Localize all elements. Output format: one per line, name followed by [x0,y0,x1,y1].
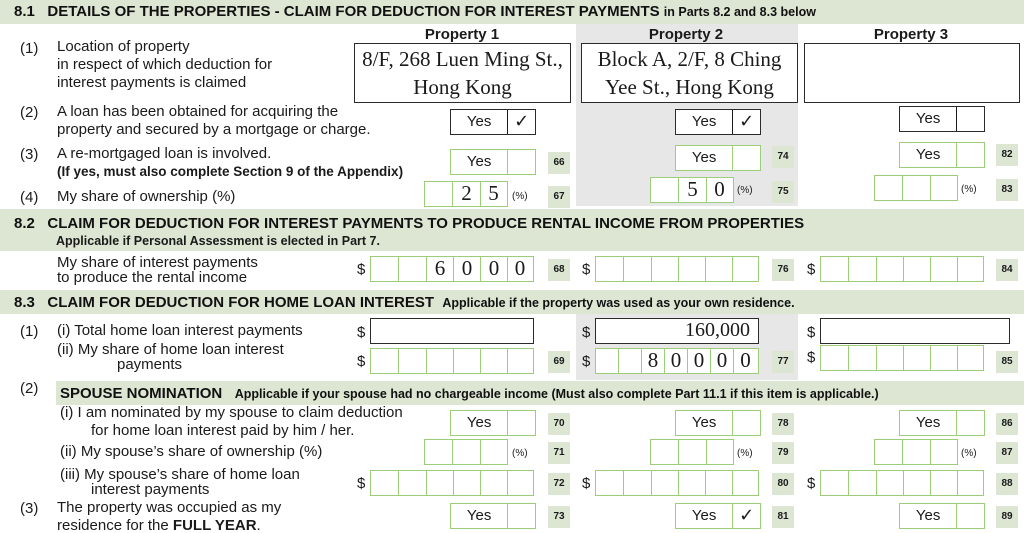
field-code: 81 [772,506,794,528]
field-code: 66 [548,152,570,174]
check-mark-icon: ✓ [739,505,755,525]
row-number: (3) [20,500,39,517]
ownership-share-label: My share of ownership (%) [57,188,236,205]
percent-sign: (%) [737,448,753,459]
dollar-sign: $ [357,261,366,278]
dollar-sign: $ [582,324,591,341]
property-1-loan-yes-box[interactable]: Yes ✓ [450,109,536,135]
nominated-by-spouse-label: (i) I am nominated by my spouse to claim deduction for home loan interest paid by him / her. [60,404,403,439]
dollar-sign: $ [582,353,591,370]
property-3-header: Property 3 [873,26,949,43]
row-number: (3) [20,146,39,163]
dollar-sign: $ [807,475,816,492]
property-2-loan-yes-box[interactable]: Yes ✓ [675,109,761,135]
property-2-ownership-boxes[interactable]: 5 0 [650,177,734,203]
property-2-location-field[interactable]: Block A, 2/F, 8 Ching Yee St., Hong Kong [581,43,798,103]
property-3-full-year-yes-box[interactable]: Yes [899,503,985,529]
property-2-spouse-interest-boxes[interactable] [595,470,759,496]
spouse-nomination-title: SPOUSE NOMINATION Applicable if your spouse had no chargeable income (Must also complete Part 11.1 if this item is applicable.) [60,385,879,402]
home-loan-share-label: (ii) My share of home loan interest payments [57,341,284,373]
property-1-header: Property 1 [424,26,500,43]
field-code: 76 [772,259,794,281]
property-3-rental-interest-boxes[interactable] [820,256,984,282]
property-1-total-interest-field[interactable] [370,318,534,344]
property-2-total-interest-field[interactable]: 160,000 [595,318,759,344]
total-home-loan-label: (i) Total home loan interest payments [57,322,303,339]
property-3-ownership-boxes[interactable] [874,175,958,201]
percent-sign: (%) [737,185,753,196]
field-code: 89 [996,506,1018,528]
dollar-sign: $ [807,324,816,341]
field-code: 87 [996,442,1018,464]
field-code: 72 [548,473,570,495]
field-code: 86 [996,413,1018,435]
row-number: (2) [20,380,39,397]
dollar-sign: $ [582,261,591,278]
field-code: 75 [772,181,794,203]
dollar-sign: $ [357,324,366,341]
property-1-location-field[interactable]: 8/F, 268 Luen Ming St., Hong Kong [354,43,571,103]
property-3-location-field[interactable] [804,43,1020,103]
check-mark-icon: ✓ [514,111,530,131]
field-code: 88 [996,473,1018,495]
dollar-sign: $ [357,475,366,492]
dollar-sign: $ [357,353,366,370]
field-code: 85 [996,351,1018,373]
field-code: 79 [772,442,794,464]
percent-sign: (%) [512,191,528,202]
row-number: (2) [20,104,39,121]
property-2-rental-interest-boxes[interactable] [595,256,759,282]
field-code: 77 [772,351,794,373]
property-3-remortgage-yes-box[interactable]: Yes [899,142,985,168]
property-3-nominated-yes-box[interactable]: Yes [899,410,985,436]
property-1-nominated-yes-box[interactable]: Yes [450,410,536,436]
field-code: 84 [996,259,1018,281]
dollar-sign: $ [582,475,591,492]
field-code: 67 [548,186,570,208]
field-code: 68 [548,259,570,281]
percent-sign: (%) [512,448,528,459]
property-1-rental-interest-boxes[interactable]: 6 0 0 0 [370,256,534,282]
section-8-2-subtitle: Applicable if Personal Assessment is elected in Part 7. [56,234,380,248]
row-number: (4) [20,189,39,206]
field-code: 80 [772,473,794,495]
field-code: 70 [548,413,570,435]
field-code: 78 [772,413,794,435]
dollar-sign: $ [807,261,816,278]
section-8-3-title: 8.3 CLAIM FOR DEDUCTION FOR HOME LOAN INTEREST Applicable if the property was used as your own residence. [14,294,795,311]
property-2-full-year-yes-box[interactable]: Yes ✓ [675,503,761,529]
percent-sign: (%) [961,184,977,195]
section-8-2-title: 8.2 CLAIM FOR DEDUCTION FOR INTEREST PAYMENTS TO PRODUCE RENTAL INCOME FROM PROPERTIES [14,215,805,232]
property-3-home-loan-share-boxes[interactable] [820,345,984,371]
full-year-residence-label: The property was occupied as my residence for the FULL YEAR. [57,499,282,533]
spouse-interest-share-label: (iii) My spouse’s share of home loan interest payments [60,466,300,498]
property-2-remortgage-yes-box[interactable]: Yes [675,145,761,171]
property-1-remortgage-yes-box[interactable]: Yes [450,149,536,175]
property-1-spouse-interest-boxes[interactable] [370,470,534,496]
row-number: (1) [20,323,39,340]
remortgage-label: A re-mortgaged loan is involved. (If yes, must also complete Section 9 of the Appendix) [57,145,404,179]
dollar-sign: $ [807,349,816,366]
field-code: 69 [548,351,570,373]
property-3-total-interest-field[interactable] [820,318,1010,344]
property-3-spouse-interest-boxes[interactable] [820,470,984,496]
field-code: 82 [996,144,1018,166]
field-code: 74 [772,146,794,168]
property-2-home-loan-share-boxes[interactable]: 8 0 0 0 0 [595,348,759,374]
loan-obtained-label: A loan has been obtained for acquiring the property and secured by a mortgage or charge. [57,103,371,138]
property-1-full-year-yes-box[interactable]: Yes [450,503,536,529]
property-2-nominated-yes-box[interactable]: Yes [675,410,761,436]
section-8-1-title: 8.1 DETAILS OF THE PROPERTIES - CLAIM FOR DEDUCTION FOR INTEREST PAYMENTS in Parts 8.2 and 8.3 below [14,3,816,20]
field-code: 73 [548,506,570,528]
rental-interest-label: My share of interest payments to produce the rental income [57,254,258,286]
property-3-loan-yes-box[interactable]: Yes [899,106,985,132]
property-1-ownership-boxes[interactable]: 2 5 [424,181,508,207]
row-number: (1) [20,40,39,57]
property-1-home-loan-share-boxes[interactable] [370,348,534,374]
property-2-header: Property 2 [648,26,724,43]
property-3-spouse-ownership-boxes[interactable] [874,439,958,465]
field-code: 83 [996,179,1018,201]
percent-sign: (%) [961,448,977,459]
field-code: 71 [548,442,570,464]
spouse-ownership-label: (ii) My spouse’s share of ownership (%) [60,443,323,460]
property-2-spouse-ownership-boxes[interactable] [650,439,734,465]
location-label: Location of property in respect of which deduction for interest payments is claimed [57,38,273,91]
check-mark-icon: ✓ [739,111,755,131]
property-1-spouse-ownership-boxes[interactable] [424,439,508,465]
